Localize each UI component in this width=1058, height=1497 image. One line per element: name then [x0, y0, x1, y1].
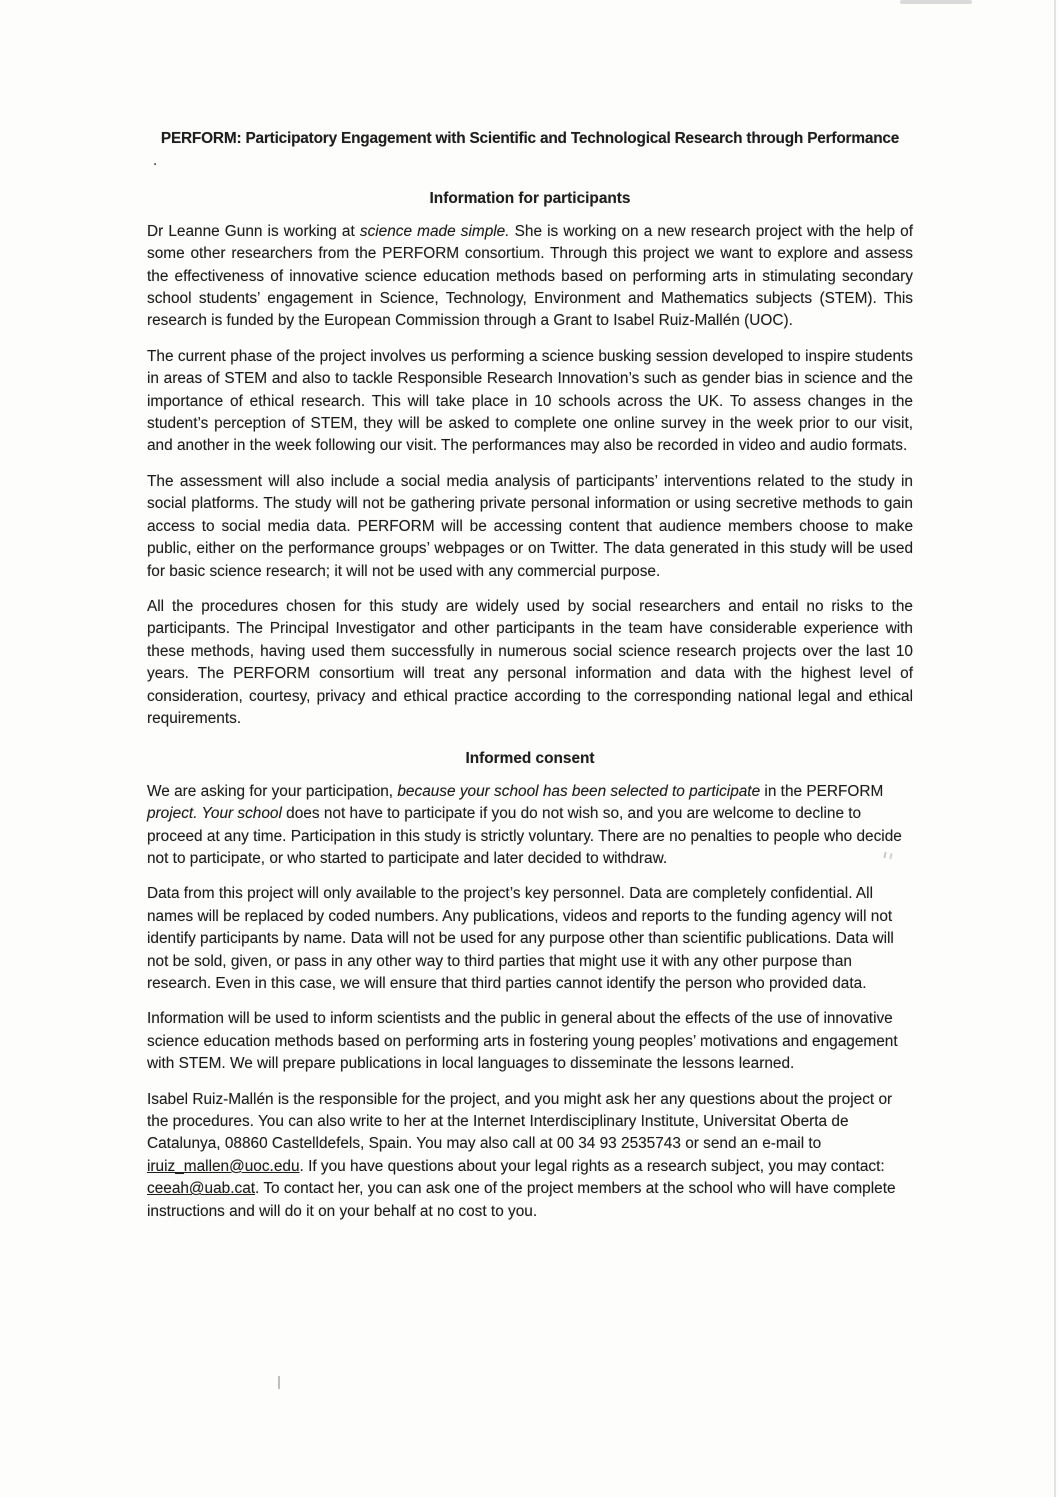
paragraph — [147, 346, 913, 458]
email-link-uoc: iruiz_mallen@uoc.edu — [147, 1157, 300, 1175]
stray-dot: . — [153, 152, 158, 170]
email-link-uab: ceeah@uab.cat — [147, 1180, 256, 1198]
paragraph-text: . To contact her, you can ask one of the project members at the school who will have complete instructions and will do it on your behalf at no cost to you. — [147, 1180, 896, 1220]
italic-text: science made simple. — [359, 222, 510, 240]
paragraph-text: Dr Leanne Gunn is working at — [147, 222, 360, 240]
italic-text: project. Your school — [147, 805, 282, 823]
paragraph — [147, 1089, 913, 1223]
paragraph-text: . If you have questions about your legal rights as a research subject, you may contact: — [299, 1157, 885, 1175]
section-heading-information-for-participants: Information for participants — [429, 190, 631, 208]
document-content — [147, 128, 913, 1236]
paragraph — [147, 883, 913, 995]
paragraph — [147, 781, 913, 871]
paragraph-text: She is working on a new research project with the help of some other researchers from the PERFORM consortium. Through this project we want to explore and assess the effectiveness of innovative science education methods based on performing arts in stimulating secondary school students’ engagement in Science, Technology, Environment and Mathematics subjects (STEM). This research is funded by the European Commission through a Grant to Isabel Ruiz-Mallén (UOC). — [147, 222, 914, 330]
paragraph-text: The current phase of the project involves us performing a science busking session developed to inspire students in areas of STEM and also to tackle Responsible Research Innovation’s such as gender bias in science and the importance of ethical research. This will take place in 10 schools across the UK. To assess changes in the student’s perception of STEM, they will be asked to complete one online survey in the week prior to our visit, and another in the week following our visit. The performances may also be recorded in video and audio formats. — [147, 347, 913, 455]
scan-artifact-edge-line — [1054, 0, 1056, 1497]
paragraph — [147, 1008, 913, 1075]
paragraph-text: We are asking for your participation, — [147, 782, 398, 800]
italic-text: because your school has been selected to participate — [397, 782, 761, 800]
scan-artifact-top-streak — [900, 0, 972, 4]
scan-artifact-speck — [278, 1376, 280, 1389]
paragraph-text: The assessment will also include a social media analysis of participants’ interventions related to the study in social platforms. The study will not be gathering private personal information or using secretive methods to gain access to social media data. PERFORM will be accessing content that audience members choose to make public, either on the performance groups’ webpages or on Twitter. The data generated in this study will be used for basic science research; it will not be used with any commercial purpose. — [147, 472, 913, 580]
paragraph-text: All the procedures chosen for this study are widely used by social researchers and entail no risks to the participants. The Principal Investigator and other participants in the team have considerable experience with these methods, having used them successfully in numerous social science research projects over the last 10 years. The PERFORM consortium will treat any personal information and data with the highest level of consideration, courtesy, privacy and ethical practice according to the corresponding national legal and ethical requirements. — [147, 597, 913, 727]
paragraph-text: does not have to participate if you do not wish so, and you are welcome to decline to proceed at any time. Participation in this study is strictly voluntary. There are no penalties to people who decide not to participate, or who started to participate and later decided to withdraw. — [147, 805, 902, 867]
paragraph-text: Data from this project will only available to the project’s key personnel. Data are completely confidential. All names will be replaced by coded numbers. Any publications, videos and reports to the funding agency will not identify participants by name. Data will not be used for any purpose other than scientific publications. Data will not be sold, given, or pass in any other way to third parties that might use it with any other purpose than research. Even in this case, we will ensure that third parties cannot identify the person who provided data. — [147, 885, 894, 992]
paragraph-text: Information will be used to inform scientists and the public in general about the effects of the use of innovative science education methods based on performing arts in fostering young peoples’ motivations and engagement with STEM. We will prepare publications in local languages to disseminate the lessons learned. — [147, 1010, 898, 1073]
paragraph — [147, 221, 913, 333]
paragraph-text: in the PERFORM — [760, 782, 884, 800]
paragraph-text: Isabel Ruiz-Mallén is the responsible for the project, and you might ask her any questions about the project or the procedures. You can also write to her at the Internet Interdisciplinary Institute, Universitat Oberta de Catalunya, 08860 Castelldefels, Spain. You may also call at 00 34 93 2535743 or send an e-mail to — [147, 1090, 893, 1153]
document-title: PERFORM: Participatory Engagement with Scientific and Technological Research through Performance — [160, 130, 900, 147]
section-heading-informed-consent: Informed consent — [465, 750, 595, 768]
paragraph — [147, 596, 913, 730]
paragraph — [147, 471, 913, 583]
